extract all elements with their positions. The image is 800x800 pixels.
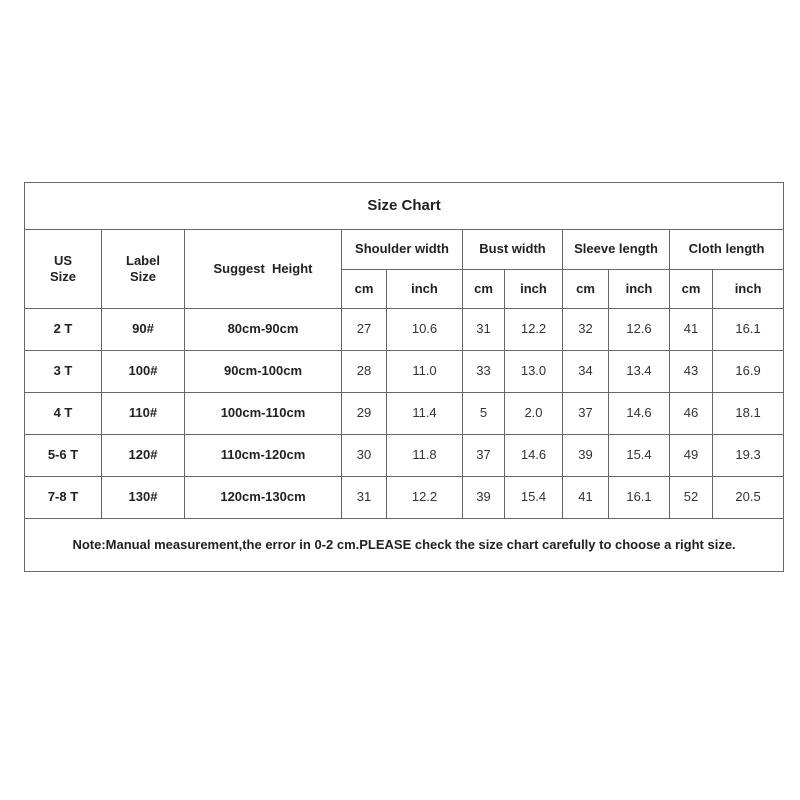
header-label-size-line1: Label — [126, 252, 160, 268]
header-label-size-line2: Size — [129, 269, 156, 284]
label-size-cell: 90# — [102, 309, 185, 351]
shoulder-inch-cell: 11.8 — [387, 435, 463, 477]
cloth-inch-cell: 16.1 — [713, 309, 784, 351]
cloth-cm-cell: 41 — [670, 309, 713, 351]
shoulder-cm-cell: 29 — [342, 393, 387, 435]
bust-inch-cell: 15.4 — [505, 477, 563, 519]
height-cell: 110cm-120cm — [185, 435, 342, 477]
bust-cm-cell: 37 — [463, 435, 505, 477]
cloth-inch-cell: 20.5 — [713, 477, 784, 519]
label-size-cell: 130# — [102, 477, 185, 519]
header-unit-cm: cm — [463, 270, 505, 309]
bust-cm-cell: 5 — [463, 393, 505, 435]
shoulder-inch-cell: 11.0 — [387, 351, 463, 393]
header-unit-cm: cm — [563, 270, 609, 309]
measurement-note: Note:Manual measurement,the error in 0-2 cm.PLEASE check the size chart carefully to choose a right size. — [25, 519, 784, 572]
cloth-inch-cell: 18.1 — [713, 393, 784, 435]
shoulder-inch-cell: 11.4 — [387, 393, 463, 435]
sleeve-cm-cell: 32 — [563, 309, 609, 351]
header-us-size-line2: Size — [49, 269, 76, 284]
table-row — [25, 435, 784, 477]
size-chart-table — [24, 182, 784, 572]
header-shoulder-width: Shoulder width — [342, 230, 463, 270]
cloth-cm-cell: 46 — [670, 393, 713, 435]
bust-inch-cell: 12.2 — [505, 309, 563, 351]
cloth-cm-cell: 43 — [670, 351, 713, 393]
shoulder-inch-cell: 10.6 — [387, 309, 463, 351]
header-us-size-line1: US — [53, 252, 73, 268]
shoulder-cm-cell: 30 — [342, 435, 387, 477]
bust-cm-cell: 39 — [463, 477, 505, 519]
label-size-cell: 120# — [102, 435, 185, 477]
table-row — [25, 309, 784, 351]
label-size-cell: 100# — [102, 351, 185, 393]
sleeve-cm-cell: 39 — [563, 435, 609, 477]
bust-cm-cell: 31 — [463, 309, 505, 351]
header-unit-inch: inch — [609, 270, 670, 309]
sleeve-inch-cell: 14.6 — [609, 393, 670, 435]
header-unit-inch: inch — [713, 270, 784, 309]
height-cell: 90cm-100cm — [185, 351, 342, 393]
sleeve-cm-cell: 34 — [563, 351, 609, 393]
us-size-cell: 5-6 T — [25, 435, 102, 477]
table-row — [25, 393, 784, 435]
bust-inch-cell: 14.6 — [505, 435, 563, 477]
bust-inch-cell: 2.0 — [505, 393, 563, 435]
header-us-size — [25, 230, 102, 309]
shoulder-cm-cell: 31 — [342, 477, 387, 519]
shoulder-inch-cell: 12.2 — [387, 477, 463, 519]
table-title: Size Chart — [25, 183, 784, 230]
us-size-cell: 7-8 T — [25, 477, 102, 519]
us-size-cell: 2 T — [25, 309, 102, 351]
shoulder-cm-cell: 28 — [342, 351, 387, 393]
header-bust-width: Bust width — [463, 230, 563, 270]
sleeve-inch-cell: 15.4 — [609, 435, 670, 477]
height-cell: 80cm-90cm — [185, 309, 342, 351]
shoulder-cm-cell: 27 — [342, 309, 387, 351]
sleeve-cm-cell: 41 — [563, 477, 609, 519]
table-row — [25, 477, 784, 519]
header-unit-cm: cm — [342, 270, 387, 309]
bust-inch-cell: 13.0 — [505, 351, 563, 393]
sleeve-inch-cell: 13.4 — [609, 351, 670, 393]
header-unit-inch: inch — [505, 270, 563, 309]
header-suggest-height: Suggest Height — [185, 230, 342, 309]
label-size-cell: 110# — [102, 393, 185, 435]
table-row — [25, 351, 784, 393]
cloth-cm-cell: 49 — [670, 435, 713, 477]
header-sleeve-length: Sleeve length — [563, 230, 670, 270]
cloth-cm-cell: 52 — [670, 477, 713, 519]
sleeve-inch-cell: 12.6 — [609, 309, 670, 351]
cloth-inch-cell: 16.9 — [713, 351, 784, 393]
header-label-size — [102, 230, 185, 309]
us-size-cell: 4 T — [25, 393, 102, 435]
sleeve-cm-cell: 37 — [563, 393, 609, 435]
header-unit-cm: cm — [670, 270, 713, 309]
header-unit-inch: inch — [387, 270, 463, 309]
bust-cm-cell: 33 — [463, 351, 505, 393]
height-cell: 120cm-130cm — [185, 477, 342, 519]
us-size-cell: 3 T — [25, 351, 102, 393]
sleeve-inch-cell: 16.1 — [609, 477, 670, 519]
height-cell: 100cm-110cm — [185, 393, 342, 435]
cloth-inch-cell: 19.3 — [713, 435, 784, 477]
header-cloth-length: Cloth length — [670, 230, 784, 270]
